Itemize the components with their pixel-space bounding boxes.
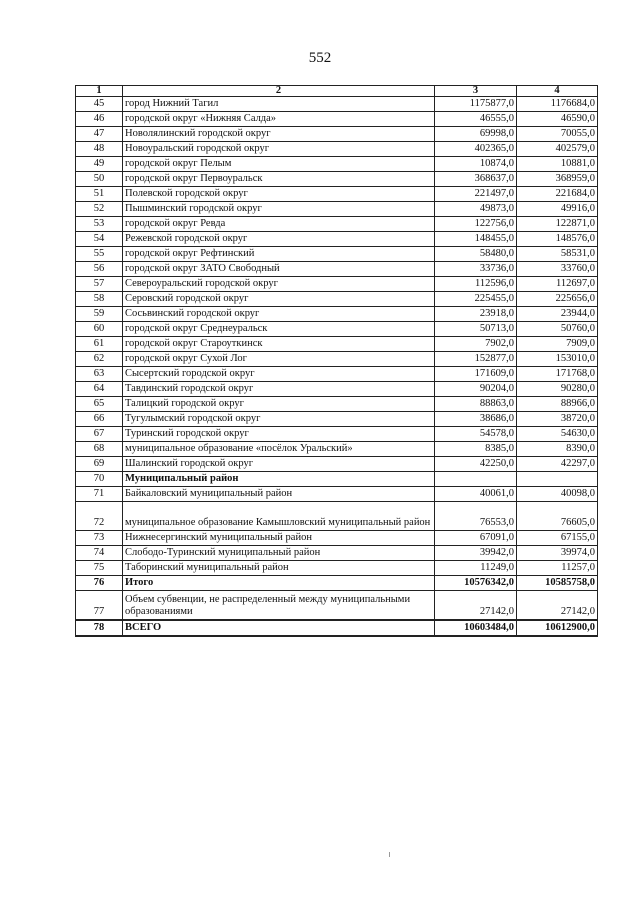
row-value-col4: 42297,0 (517, 457, 598, 472)
row-number: 73 (76, 531, 123, 546)
row-value-col4: 33760,0 (517, 262, 598, 277)
row-number: 45 (76, 97, 123, 112)
row-name: Полевской городской округ (123, 187, 435, 202)
row-value-col4: 23944,0 (517, 307, 598, 322)
table-row (76, 412, 598, 427)
row-name: Туринский городской округ (123, 427, 435, 442)
table-row (76, 442, 598, 457)
row-number: 61 (76, 337, 123, 352)
row-name: Пышминский городской округ (123, 202, 435, 217)
row-name: город Нижний Тагил (123, 97, 435, 112)
row-value-col3: 368637,0 (435, 172, 517, 187)
row-name: муниципальное образование Камышловский муниципальный район (123, 502, 435, 531)
table-row (76, 502, 598, 531)
table-row (76, 247, 598, 262)
table-row (76, 367, 598, 382)
header-col-2: 2 (123, 86, 435, 97)
row-number: 56 (76, 262, 123, 277)
table-row (76, 127, 598, 142)
row-number: 53 (76, 217, 123, 232)
row-number: 57 (76, 277, 123, 292)
row-name: городской округ Рефтинский (123, 247, 435, 262)
table-row (76, 397, 598, 412)
row-name: Таборинский муниципальный район (123, 561, 435, 576)
row-value-col3: 27142,0 (435, 591, 517, 621)
scan-mark (389, 852, 390, 857)
row-value-col3: 67091,0 (435, 531, 517, 546)
row-number: 67 (76, 427, 123, 442)
row-value-col4: 88966,0 (517, 397, 598, 412)
table-row (76, 382, 598, 397)
row-number: 47 (76, 127, 123, 142)
row-value-col3: 171609,0 (435, 367, 517, 382)
row-value-col4: 368959,0 (517, 172, 598, 187)
row-value-col3: 8385,0 (435, 442, 517, 457)
row-number: 68 (76, 442, 123, 457)
row-name: городской округ Среднеуральск (123, 322, 435, 337)
table-row (76, 232, 598, 247)
row-name: Новолялинский городской округ (123, 127, 435, 142)
row-name: городской округ Староуткинск (123, 337, 435, 352)
row-number: 76 (76, 576, 123, 591)
row-name: Слободо-Туринский муниципальный район (123, 546, 435, 561)
row-number: 59 (76, 307, 123, 322)
row-value-col3: 40061,0 (435, 487, 517, 502)
row-value-col3: 148455,0 (435, 232, 517, 247)
table-row (76, 457, 598, 472)
table-body (76, 97, 598, 637)
row-value-col3: 39942,0 (435, 546, 517, 561)
row-name: городской округ ЗАТО Свободный (123, 262, 435, 277)
row-value-col4: 153010,0 (517, 352, 598, 367)
row-value-col3: 69998,0 (435, 127, 517, 142)
row-value-col4: 39974,0 (517, 546, 598, 561)
row-value-col3: 88863,0 (435, 397, 517, 412)
row-value-col3: 10874,0 (435, 157, 517, 172)
row-value-col3: 90204,0 (435, 382, 517, 397)
row-name: Байкаловский муниципальный район (123, 487, 435, 502)
row-value-col4: 171768,0 (517, 367, 598, 382)
row-number: 60 (76, 322, 123, 337)
row-name: Тугулымский городской округ (123, 412, 435, 427)
row-value-col3: 54578,0 (435, 427, 517, 442)
row-number: 78 (76, 620, 123, 636)
row-value-col4: 58531,0 (517, 247, 598, 262)
header-col-4: 4 (517, 86, 598, 97)
row-value-col4: 38720,0 (517, 412, 598, 427)
row-value-col4: 7909,0 (517, 337, 598, 352)
row-number: 72 (76, 502, 123, 531)
row-value-col4: 148576,0 (517, 232, 598, 247)
table-row (76, 576, 598, 591)
row-value-col4: 67155,0 (517, 531, 598, 546)
row-value-col3: 122756,0 (435, 217, 517, 232)
row-number: 54 (76, 232, 123, 247)
table-row (76, 531, 598, 546)
table-row (76, 172, 598, 187)
row-value-col4: 46590,0 (517, 112, 598, 127)
row-name: Шалинский городской округ (123, 457, 435, 472)
table-row (76, 487, 598, 502)
row-value-col3: 402365,0 (435, 142, 517, 157)
row-value-col4: 10881,0 (517, 157, 598, 172)
row-name: ВСЕГО (123, 620, 435, 636)
row-number: 65 (76, 397, 123, 412)
table-row (76, 187, 598, 202)
row-value-col4: 70055,0 (517, 127, 598, 142)
row-name: городской округ Сухой Лог (123, 352, 435, 367)
row-value-col3: 76553,0 (435, 502, 517, 531)
row-name: Североуральский городской округ (123, 277, 435, 292)
row-value-col4: 122871,0 (517, 217, 598, 232)
row-name: городской округ «Нижняя Салда» (123, 112, 435, 127)
table-row (76, 292, 598, 307)
row-value-col3: 225455,0 (435, 292, 517, 307)
row-value-col3: 10576342,0 (435, 576, 517, 591)
table-row (76, 277, 598, 292)
row-value-col3: 7902,0 (435, 337, 517, 352)
row-name: Серовский городской округ (123, 292, 435, 307)
table-row (76, 262, 598, 277)
row-number: 58 (76, 292, 123, 307)
row-value-col4: 10585758,0 (517, 576, 598, 591)
row-value-col3: 46555,0 (435, 112, 517, 127)
row-value-col4: 10612900,0 (517, 620, 598, 636)
row-value-col3: 10603484,0 (435, 620, 517, 636)
table-row (76, 97, 598, 112)
table-row (76, 352, 598, 367)
row-name: Режевской городской округ (123, 232, 435, 247)
table-row (76, 337, 598, 352)
table-row (76, 112, 598, 127)
table-row (76, 202, 598, 217)
row-number: 62 (76, 352, 123, 367)
row-number: 49 (76, 157, 123, 172)
row-value-col3: 42250,0 (435, 457, 517, 472)
row-value-col4: 54630,0 (517, 427, 598, 442)
header-col-3: 3 (435, 86, 517, 97)
row-name: Талицкий городской округ (123, 397, 435, 412)
table-row (76, 620, 598, 636)
row-value-col4: 76605,0 (517, 502, 598, 531)
row-name: городской округ Пелым (123, 157, 435, 172)
row-number: 50 (76, 172, 123, 187)
row-value-col4: 40098,0 (517, 487, 598, 502)
row-value-col3: 50713,0 (435, 322, 517, 337)
table-row (76, 322, 598, 337)
row-value-col4: 90280,0 (517, 382, 598, 397)
row-number: 66 (76, 412, 123, 427)
subvention-table (75, 85, 598, 637)
row-name: Новоуральский городской округ (123, 142, 435, 157)
row-value-col3: 38686,0 (435, 412, 517, 427)
row-name: Сысертский городской округ (123, 367, 435, 382)
row-value-col3 (435, 472, 517, 487)
row-value-col4: 225656,0 (517, 292, 598, 307)
row-number: 69 (76, 457, 123, 472)
row-value-col4: 49916,0 (517, 202, 598, 217)
row-number: 64 (76, 382, 123, 397)
row-name: Итого (123, 576, 435, 591)
row-number: 52 (76, 202, 123, 217)
row-number: 75 (76, 561, 123, 576)
table-row (76, 142, 598, 157)
row-value-col4: 27142,0 (517, 591, 598, 621)
row-value-col3: 112596,0 (435, 277, 517, 292)
header-col-1: 1 (76, 86, 123, 97)
table-row (76, 217, 598, 232)
row-name: городской округ Первоуральск (123, 172, 435, 187)
table-row (76, 157, 598, 172)
table-row (76, 472, 598, 487)
row-value-col4 (517, 472, 598, 487)
row-name: Муниципальный район (123, 472, 435, 487)
row-value-col3: 1175877,0 (435, 97, 517, 112)
row-number: 55 (76, 247, 123, 262)
row-number: 63 (76, 367, 123, 382)
row-number: 74 (76, 546, 123, 561)
row-value-col4: 8390,0 (517, 442, 598, 457)
row-value-col3: 23918,0 (435, 307, 517, 322)
row-value-col3: 221497,0 (435, 187, 517, 202)
row-value-col3: 152877,0 (435, 352, 517, 367)
table-row (76, 561, 598, 576)
row-number: 77 (76, 591, 123, 621)
row-value-col4: 11257,0 (517, 561, 598, 576)
row-value-col3: 58480,0 (435, 247, 517, 262)
page-number: 552 (308, 50, 332, 66)
row-value-col3: 11249,0 (435, 561, 517, 576)
row-value-col4: 221684,0 (517, 187, 598, 202)
row-name: Сосьвинский городской округ (123, 307, 435, 322)
row-name: Нижнесергинский муниципальный район (123, 531, 435, 546)
row-number: 51 (76, 187, 123, 202)
header-row (76, 86, 598, 97)
row-name: Объем субвенции, не распределенный между муниципальными образованиями (123, 591, 435, 621)
row-value-col3: 33736,0 (435, 262, 517, 277)
table-row (76, 307, 598, 322)
row-number: 46 (76, 112, 123, 127)
row-value-col3: 49873,0 (435, 202, 517, 217)
table-row (76, 591, 598, 621)
row-name: Тавдинский городской округ (123, 382, 435, 397)
row-number: 48 (76, 142, 123, 157)
row-value-col4: 1176684,0 (517, 97, 598, 112)
row-name: городской округ Ревда (123, 217, 435, 232)
row-value-col4: 112697,0 (517, 277, 598, 292)
row-name: муниципальное образование «посёлок Уральский» (123, 442, 435, 457)
table-row (76, 427, 598, 442)
table-row (76, 546, 598, 561)
row-value-col4: 402579,0 (517, 142, 598, 157)
row-number: 70 (76, 472, 123, 487)
row-value-col4: 50760,0 (517, 322, 598, 337)
row-number: 71 (76, 487, 123, 502)
